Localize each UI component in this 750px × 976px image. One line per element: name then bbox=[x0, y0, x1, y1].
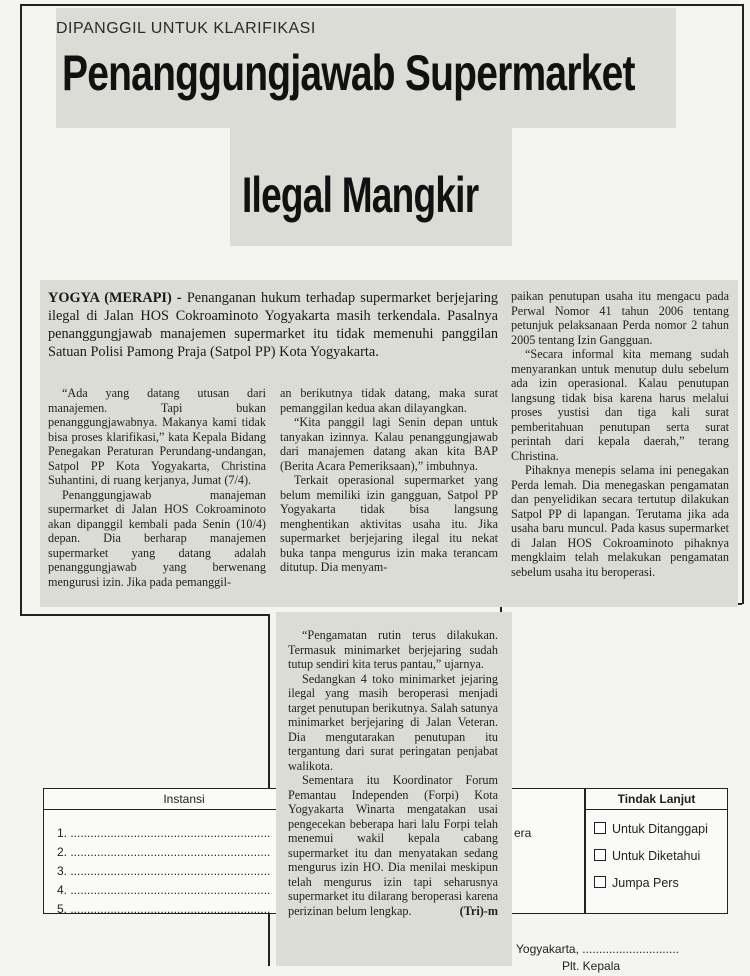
col1-para-1: “Ada yang datang utusan dari manajemen. Tapi bukan penanggungjawabnya. Makanya kami tidak bisa proses klarifikasi,” kata Kepala Bidang Penegakan Peraturan Perundang-undangan, Satpol PP Kota Yogyakarta, Christina Suhantini, di ruang kerjanya, Jumat (7/4). bbox=[48, 386, 266, 487]
col4-para-1: “Pengamatan rutin terus dilakukan. Termasuk minimarket berjejaring sudah tutup sendiri kita terus pantau,” ujarnya. bbox=[288, 628, 498, 671]
col1-para-2: Penanggungjawab manajeman supermarket di Jalan HOS Cokroaminoto akan dipanggil kembali pada Senin (10/4) depan. Dia berharap manajemen supermarket yang datang adalah penanggungjawab yang berwenang mengurusi izin. Jika pada pemanggil- bbox=[48, 487, 266, 589]
form-divider bbox=[584, 789, 586, 913]
check-diketahui[interactable] bbox=[594, 849, 700, 863]
form-instansi-header: Instansi bbox=[44, 789, 325, 810]
check-label-diketahui: Untuk Diketahui bbox=[612, 849, 701, 863]
col4-para-3: Sementara itu Koordinator Forum Pemantau Independen (Forpi) Kota Yogyakarta Winarta mengatakan usai pengecekan beberapa hari lalu Forpi telah menemui wakil kepala cabang supermarket itu dan menyatakan sedang mengurus izin HO. Dia menilai meskipun telah mengurus izin tapi seharusnya supermarket itu dilarang beroperasi karena perizinan belum lengkap. bbox=[288, 773, 498, 918]
form-line-4: 4. ............................................................ bbox=[57, 883, 271, 897]
lead-paragraph bbox=[48, 289, 498, 361]
column-4 bbox=[288, 628, 498, 919]
byline: (Tri)-m bbox=[459, 904, 498, 918]
column-2 bbox=[280, 386, 498, 575]
frame-top bbox=[20, 4, 742, 6]
headline-line-1: Penanggungjawab Supermarket bbox=[62, 45, 635, 101]
checkbox-ditanggapi[interactable] bbox=[594, 822, 606, 834]
col3-para-3: Pihaknya menepis selama ini penegakan Perda lemah. Dia menegaskan pengamatan dan penyelidikan secara tertutup dilakukan Satpol PP di lapangan. Terutama jika ada usaha baru muncul. Pada kasus supermarket di Jalan HOS Cokroaminoto pihaknya mengklaim telah melakukan pengamatan sebelum usaha itu beroperasi. bbox=[511, 463, 729, 579]
frame-right bbox=[742, 4, 744, 604]
form-line-1: 1. ............................................................ bbox=[57, 826, 271, 840]
dateline: YOGYA (MERAPI) - bbox=[48, 290, 182, 306]
form-line-2: 2. ............................................................ bbox=[57, 845, 271, 859]
col2-para-2: “Kita panggil lagi Senin depan untuk tanyakan izinnya. Kalau penanggungjawab dari manajemen datang akan kita BAP (Berita Acara Pemeriksaan),” imbuhnya. bbox=[280, 415, 498, 473]
col4-para-2: Sedangkan 4 toko minimarket jejaring ilegal yang masih beroperasi menjadi target penutupan berikutnya. Salah satunya minimarket berjejaring di Jalan Veteran. Dia mengutarakan penutupan itu tergantung dari surat peringatan penjabat walikota. bbox=[288, 671, 498, 773]
col3-para-2: “Secara informal kita memang sudah menyarankan untuk menutup dulu sebelum ada izin operasional. Kalau penutupan langsung tidak bisa karena harus melalui proses yustisi dan tiga kali surat pemberitahuan penutupan serta surat perintah dari kepala daerah,” terang Christina. bbox=[511, 347, 729, 463]
frame-mid-left bbox=[20, 614, 268, 616]
form-tindak-header: Tindak Lanjut bbox=[584, 789, 728, 810]
kicker: DIPANGGIL UNTUK KLARIFIKASI bbox=[56, 20, 316, 37]
footer-role: Plt. Kepala bbox=[562, 959, 621, 973]
checkbox-diketahui[interactable] bbox=[594, 849, 606, 861]
lead-text: Penanganan hukum terhadap supermarket berjejaring ilegal di Jalan HOS Cokroaminoto Yogyakarta masih terkendala. Pasalnya penanggungjawab manajemen supermarket itu tidak memenuhi panggilan Satuan Polisi Pamong Praja (Satpol PP) Kota Yogyakarta. bbox=[48, 290, 498, 360]
check-label-jumpa-pers: Jumpa Pers bbox=[612, 876, 679, 890]
check-ditanggapi[interactable] bbox=[594, 822, 708, 836]
checkbox-jumpa-pers[interactable] bbox=[594, 876, 606, 888]
form-partial-text: era bbox=[514, 826, 532, 840]
col2-para-3: Terkait operasional supermarket yang belum memiliki izin gangguan, Satpol PP Yogyakarta tidak bisa langsung menghentikan aktivitas usaha itu. Jika supermarket berjejaring ilegal itu nekat buka tanpa mengurus izin maka terancam ditutup. Dia menyam- bbox=[280, 473, 498, 574]
headline-line-2: Ilegal Mangkir bbox=[242, 167, 479, 223]
check-label-ditanggapi: Untuk Ditanggapi bbox=[612, 822, 708, 836]
col2-para-1: an berikutnya tidak datang, maka surat pemanggilan kedua akan dilayangkan. bbox=[280, 386, 498, 415]
form-line-5: 5. ............................................................ bbox=[57, 902, 271, 916]
column-3 bbox=[511, 289, 729, 579]
frame-left bbox=[20, 4, 22, 616]
check-jumpa-pers[interactable] bbox=[594, 876, 679, 890]
form-line-3: 3. ............................................................ bbox=[57, 864, 271, 878]
footer-place: Yogyakarta, ............................. bbox=[516, 942, 679, 956]
col3-para-1: paikan penutupan usaha itu mengacu pada Perwal Nomor 41 tahun 2006 tentang petunjuk pelaksanaan Perda nomor 2 tahun 2005 tentang Izin Gangguan. bbox=[511, 289, 729, 347]
column-1 bbox=[48, 386, 266, 589]
